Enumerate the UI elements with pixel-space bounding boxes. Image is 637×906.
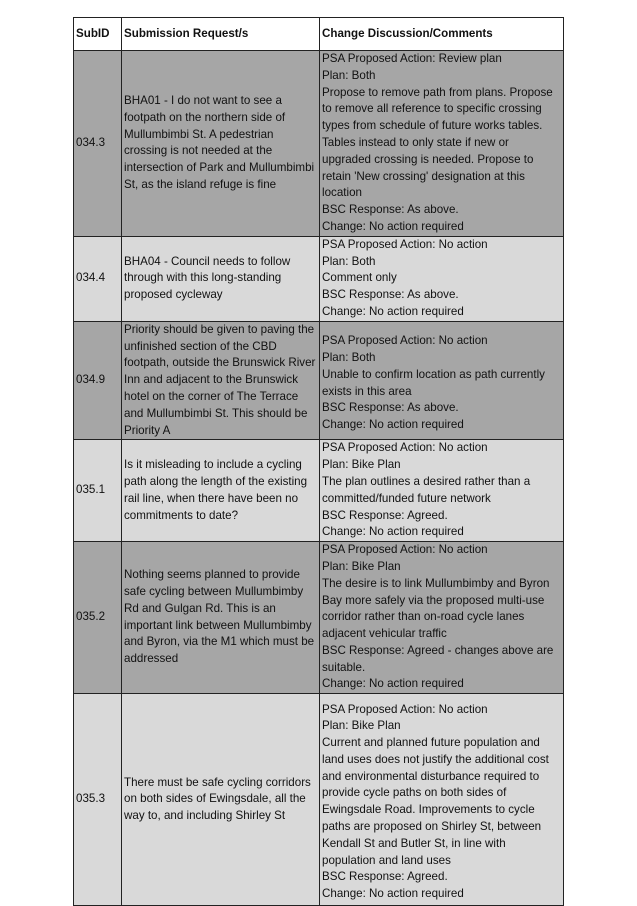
table-row [74,321,564,440]
table-row [74,440,564,542]
comment-line: BSC Response: Agreed. [322,870,448,884]
comment-line: BSC Response: Agreed. [322,508,448,522]
row-request: Priority should be given to paving the unfinished section of the CBD footpath, outside the Brunswick River Inn and adjacent to the Brunswick hotel on the corner of The Terrace and Mullumbimbi St. This should be Priority A [122,321,320,440]
header-comments: Change Discussion/Comments [320,18,564,51]
table-row [74,51,564,237]
row-request: BHA01 - I do not want to see a footpath on the northern side of Mullumbimbi St. A pedestrian crossing is not needed at the intersection of Park and Mullumbimbi St, as the island refuge is fine [122,51,320,237]
table-row [74,236,564,321]
row-comments [320,236,564,321]
comment-line: Change: No action required [322,418,464,432]
comment-line: Plan: Both [322,68,376,82]
comment-line: BSC Response: Agreed - changes above are suitable. [322,643,554,674]
comment-line: PSA Proposed Action: No action [322,543,488,557]
row-subid: 034.3 [74,51,122,237]
comment-line: BSC Response: As above. [322,203,459,217]
row-comments [320,440,564,542]
comment-line: Change: No action required [322,304,464,318]
comment-line: PSA Proposed Action: No action [322,237,488,251]
comment-line: The plan outlines a desired rather than a committed/funded future network [322,474,531,505]
row-comments [320,321,564,440]
comment-line: Comment only [322,271,397,285]
comment-line: Propose to remove path from plans. Propose to remove all reference to specific crossing types from schedule of future works tables. Tables instead to only state if new or upgraded crossing is needed. Propose to retain 'New crossing' designation at this location [322,85,553,200]
comment-line: Plan: Bike Plan [322,719,401,733]
header-request: Submission Request/s [122,18,320,51]
table-row [74,542,564,694]
comment-line: BSC Response: As above. [322,401,459,415]
comment-line: PSA Proposed Action: No action [322,334,488,348]
row-subid: 034.4 [74,236,122,321]
comment-line: Current and planned future population and land uses does not justify the additional cost and environmental disturbance required to provide cycle paths on both sides of Ewingsdale Road. Improvements to cycle paths are proposed on Shirley St, between Kendall St and Butler St, in line with population and land uses [322,736,549,867]
header-row [74,18,564,51]
comment-line: Change: No action required [322,887,464,901]
comment-line: Change: No action required [322,677,464,691]
row-subid: 035.2 [74,542,122,694]
comment-line: BSC Response: As above. [322,288,459,302]
comment-line: Plan: Bike Plan [322,559,401,573]
comment-line: PSA Proposed Action: No action [322,441,488,455]
comment-line: Unable to confirm location as path currently exists in this area [322,367,545,398]
row-comments [320,51,564,237]
header-subid: SubID [74,18,122,51]
row-subid: 034.9 [74,321,122,440]
comment-line: Plan: Bike Plan [322,458,401,472]
row-subid: 035.1 [74,440,122,542]
table-row [74,694,564,906]
row-request: Nothing seems planned to provide safe cycling between Mullumbimby Rd and Gulgan Rd. This is an important link between Mullumbimby and Byron, via the M1 which must be addressed [122,542,320,694]
comment-line: Plan: Both [322,350,376,364]
comment-line: Plan: Both [322,254,376,268]
row-request: Is it misleading to include a cycling path along the length of the existing rail line, when there have been no commitments to date? [122,440,320,542]
row-comments [320,542,564,694]
comment-line: PSA Proposed Action: No action [322,702,488,716]
row-subid: 035.3 [74,694,122,906]
comment-line: PSA Proposed Action: Review plan [322,52,502,65]
submissions-table [73,17,564,906]
comment-line: The desire is to link Mullumbimby and Byron Bay more safely via the proposed multi-use corridor rather than on-road cycle lanes adjacent vehicular traffic [322,576,550,641]
comment-line: Change: No action required [322,525,464,539]
row-request: BHA04 - Council needs to follow through with this long-standing proposed cycleway [122,236,320,321]
row-request: There must be safe cycling corridors on both sides of Ewingsdale, all the way to, and including Shirley St [122,694,320,906]
comment-line: Change: No action required [322,219,464,233]
row-comments [320,694,564,906]
